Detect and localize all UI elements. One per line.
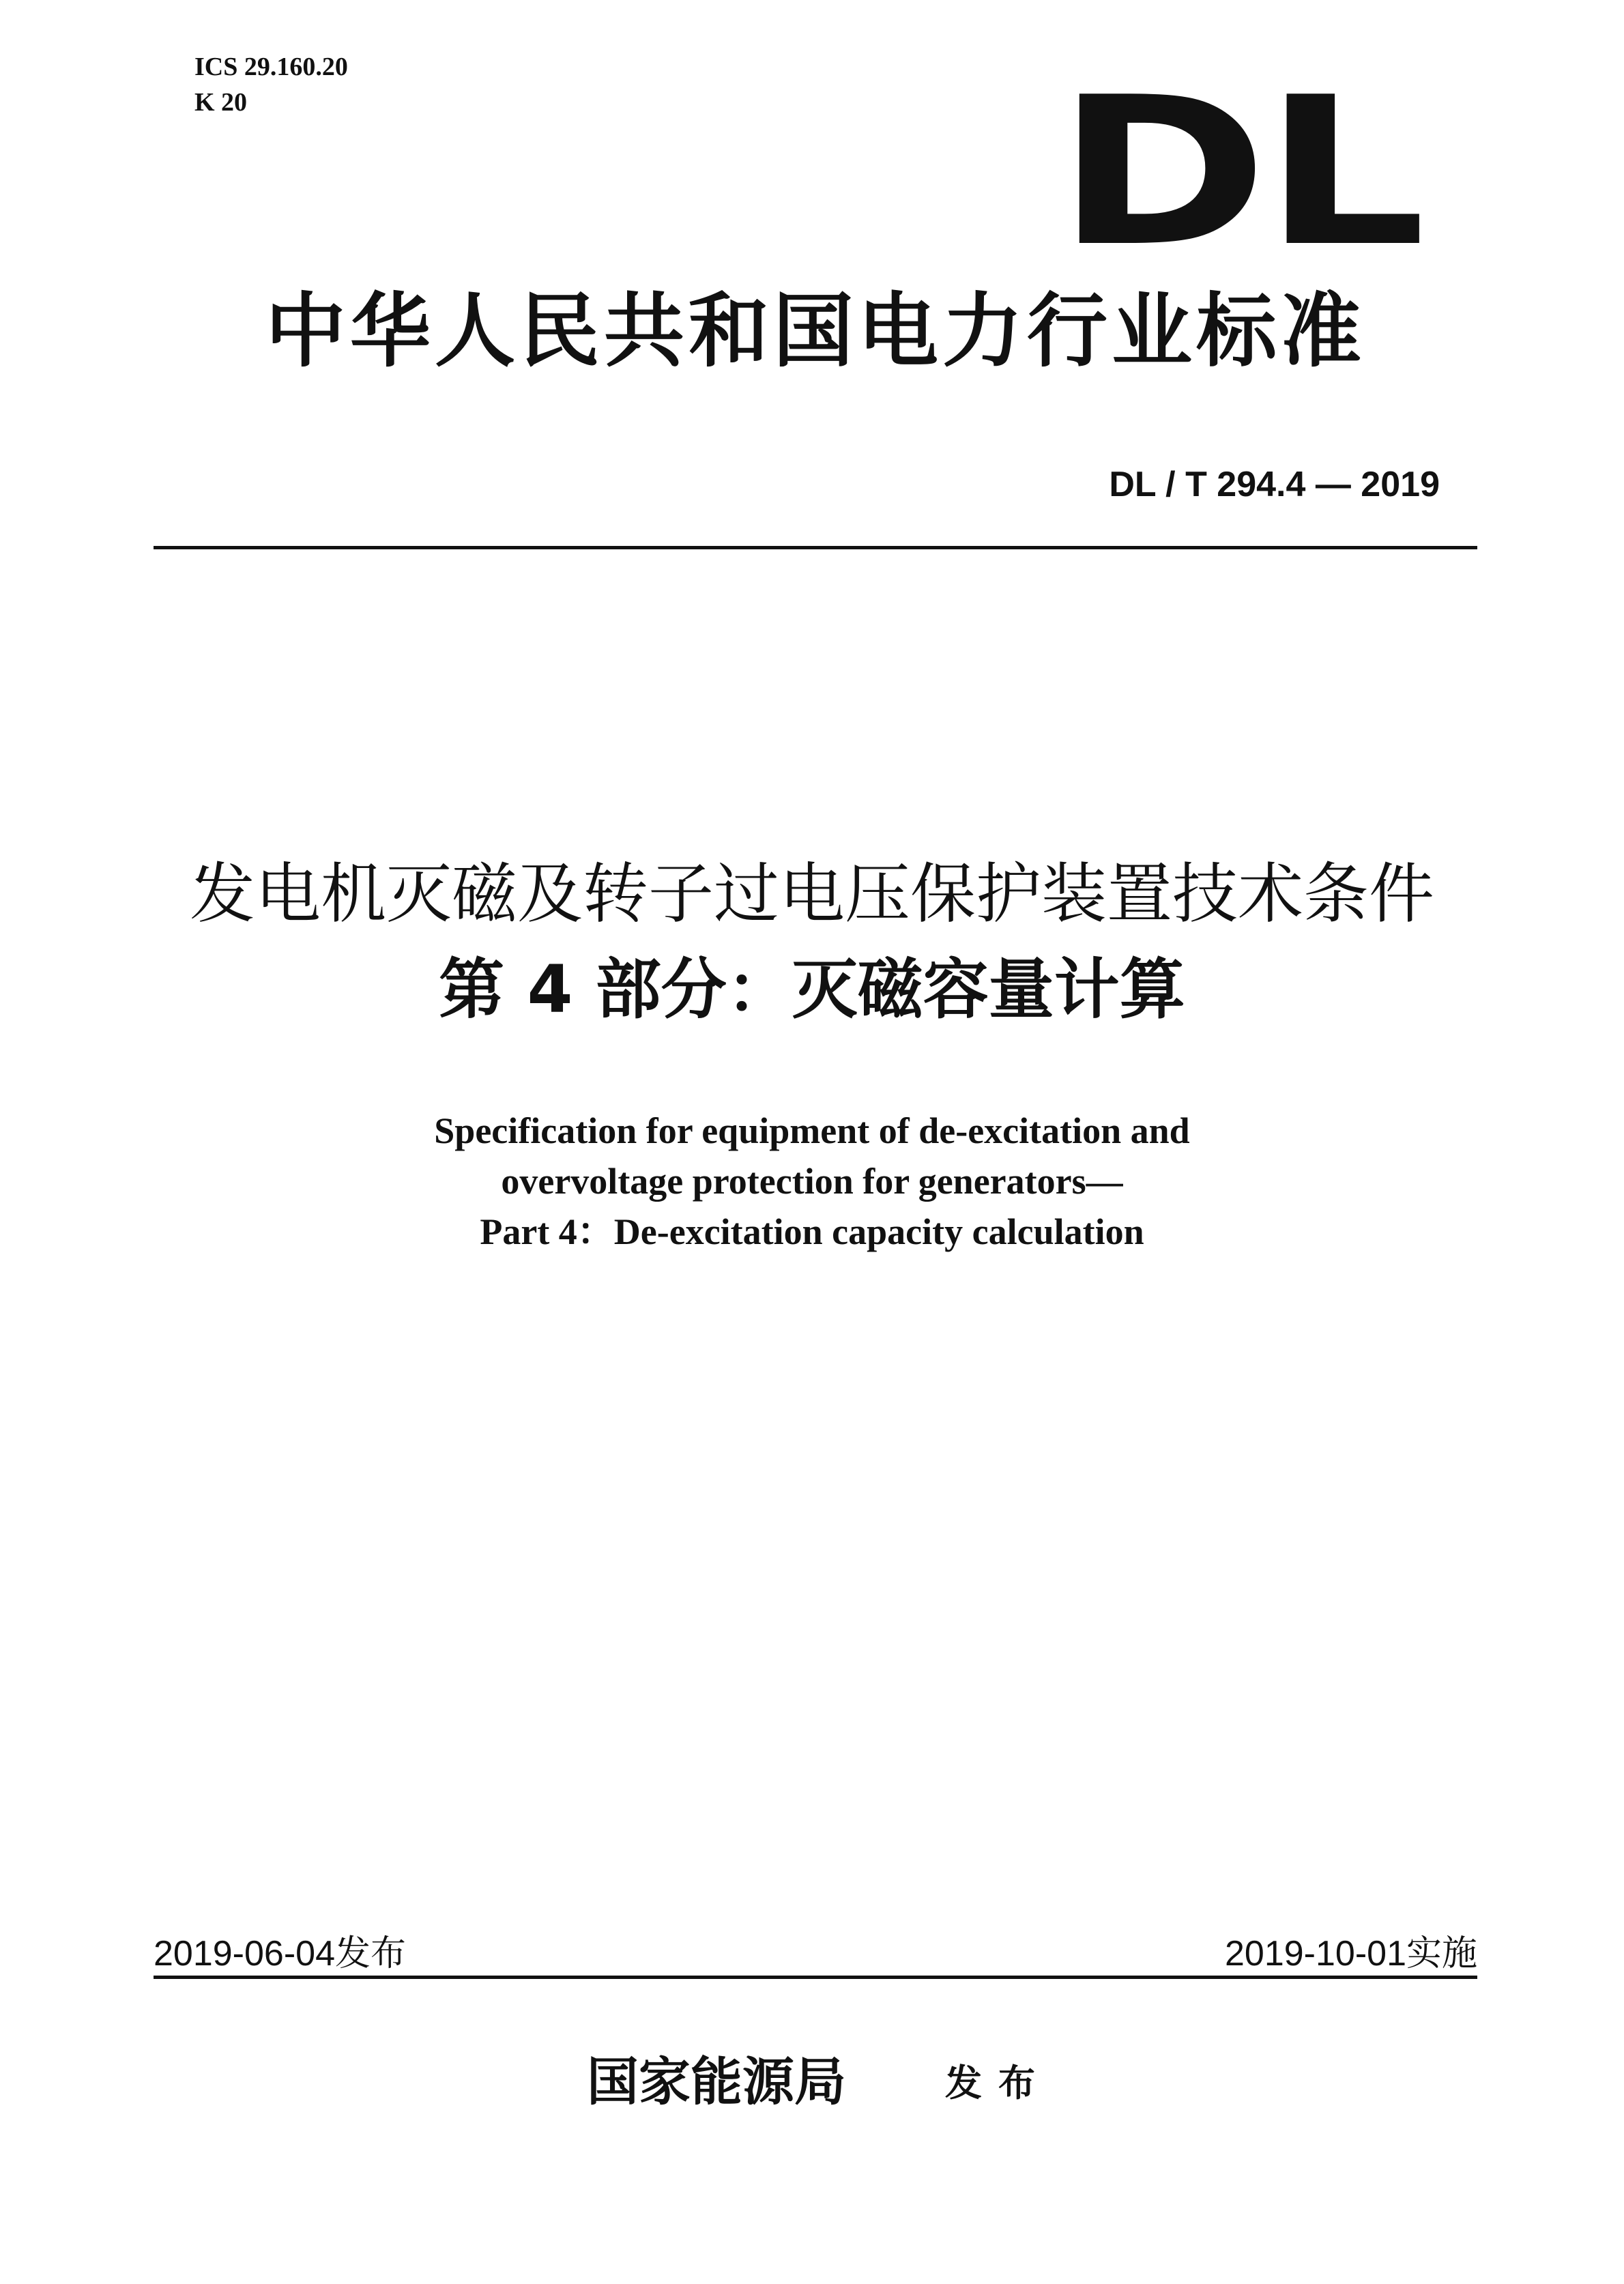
english-title — [109, 1105, 1515, 1257]
english-title-line-1: Specification for equipment of de-excitation and — [434, 1110, 1190, 1151]
chinese-title-line-1: 发电机灭磁及转子过电压保护装置技术条件 — [190, 856, 1434, 932]
publisher-name: 国家能源局 — [587, 2051, 846, 2112]
national-standard-title: 中华人民共和国电力行业标准 — [265, 284, 1365, 378]
standard-code: DL / T 294.4 — 2019 — [1109, 465, 1440, 504]
ccs-code: K 20 — [194, 88, 248, 117]
publisher-suffix: 发布 — [945, 2062, 1052, 2105]
classification-codes — [194, 49, 348, 120]
english-title-line-2: overvoltage protection for generators— — [501, 1161, 1123, 1202]
ics-code: ICS 29.160.20 — [194, 53, 348, 81]
dl-logo: DL — [1056, 53, 1421, 291]
chinese-title-line-2: 第 4 部分：灭磁容量计算 — [439, 951, 1185, 1028]
issue-date: 2019-06-04发布 — [154, 1934, 406, 1974]
implementation-date: 2019-10-01实施 — [1225, 1934, 1477, 1974]
chinese-title — [109, 846, 1515, 1037]
english-title-line-3: Part 4：De-excitation capacity calculation — [480, 1211, 1144, 1252]
top-divider — [154, 546, 1477, 549]
bottom-divider — [154, 1976, 1477, 1979]
